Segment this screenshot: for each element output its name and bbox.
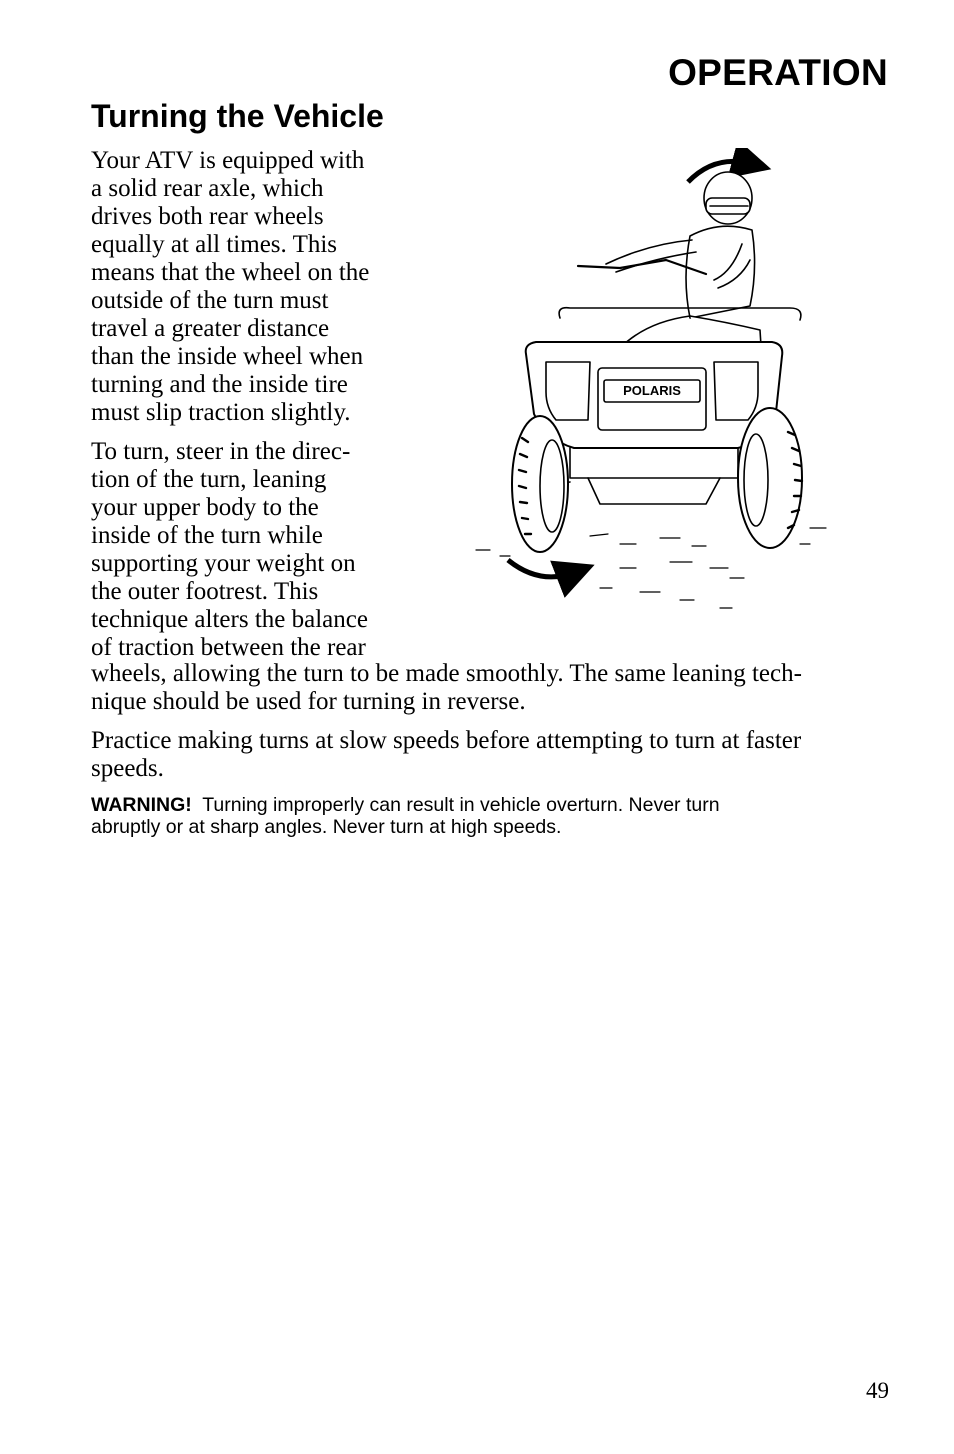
paragraph-turning [91, 438, 396, 662]
text-line: than the inside wheel when [91, 343, 364, 370]
text-line: travel a greater distance [91, 315, 330, 342]
text-line: outside of the turn must [91, 287, 329, 314]
text-line: wheels, allowing the turn to be made smoothly. The same leaning tech- [91, 660, 802, 687]
text-line: means that the wheel on the [91, 259, 370, 286]
text-line: your upper body to the [91, 494, 319, 521]
text-line: speeds. [91, 755, 164, 782]
text-line: drives both rear wheels [91, 203, 324, 230]
page-heading: Turning the Vehicle [91, 98, 384, 134]
warning-note [91, 794, 891, 838]
atv-rider-drawing [470, 148, 850, 618]
text-line: tion of the turn, leaning [91, 466, 327, 493]
text-line: To turn, steer in the direc- [91, 438, 351, 465]
text-line: must slip traction slightly. [91, 399, 351, 426]
paragraph-turning-continued [91, 660, 891, 716]
warning-label: WARNING! [91, 794, 192, 816]
page-number: 49 [866, 1378, 889, 1403]
warning-line: abruptly or at sharp angles. Never turn at high speeds. [91, 816, 562, 838]
text-line: of traction between the rear [91, 634, 366, 661]
text-line: the outer footrest. This [91, 578, 319, 605]
warning-line [91, 794, 891, 816]
text-line: inside of the turn while [91, 522, 323, 549]
text-line: supporting your weight on [91, 550, 356, 577]
text-line: equally at all times. This [91, 231, 338, 258]
text-line: technique alters the balance [91, 606, 368, 633]
warning-text: Turning improperly can result in vehicle overturn. Never turn [202, 794, 720, 816]
polaris-logo: POLARIS [623, 383, 681, 398]
text-line: Your ATV is equipped with [91, 147, 365, 174]
text-line: nique should be used for turning in reverse. [91, 688, 526, 715]
section-title: OPERATION [668, 52, 888, 93]
text-line: turning and the inside tire [91, 371, 348, 398]
atv-turning-illustration [470, 148, 850, 618]
turn-arrow-bottom-icon [508, 560, 576, 577]
text-line: Practice making turns at slow speeds before attempting to turn at faster [91, 727, 802, 754]
paragraph-axle [91, 147, 396, 427]
text-line: a solid rear axle, which [91, 175, 324, 202]
paragraph-practice [91, 727, 891, 783]
